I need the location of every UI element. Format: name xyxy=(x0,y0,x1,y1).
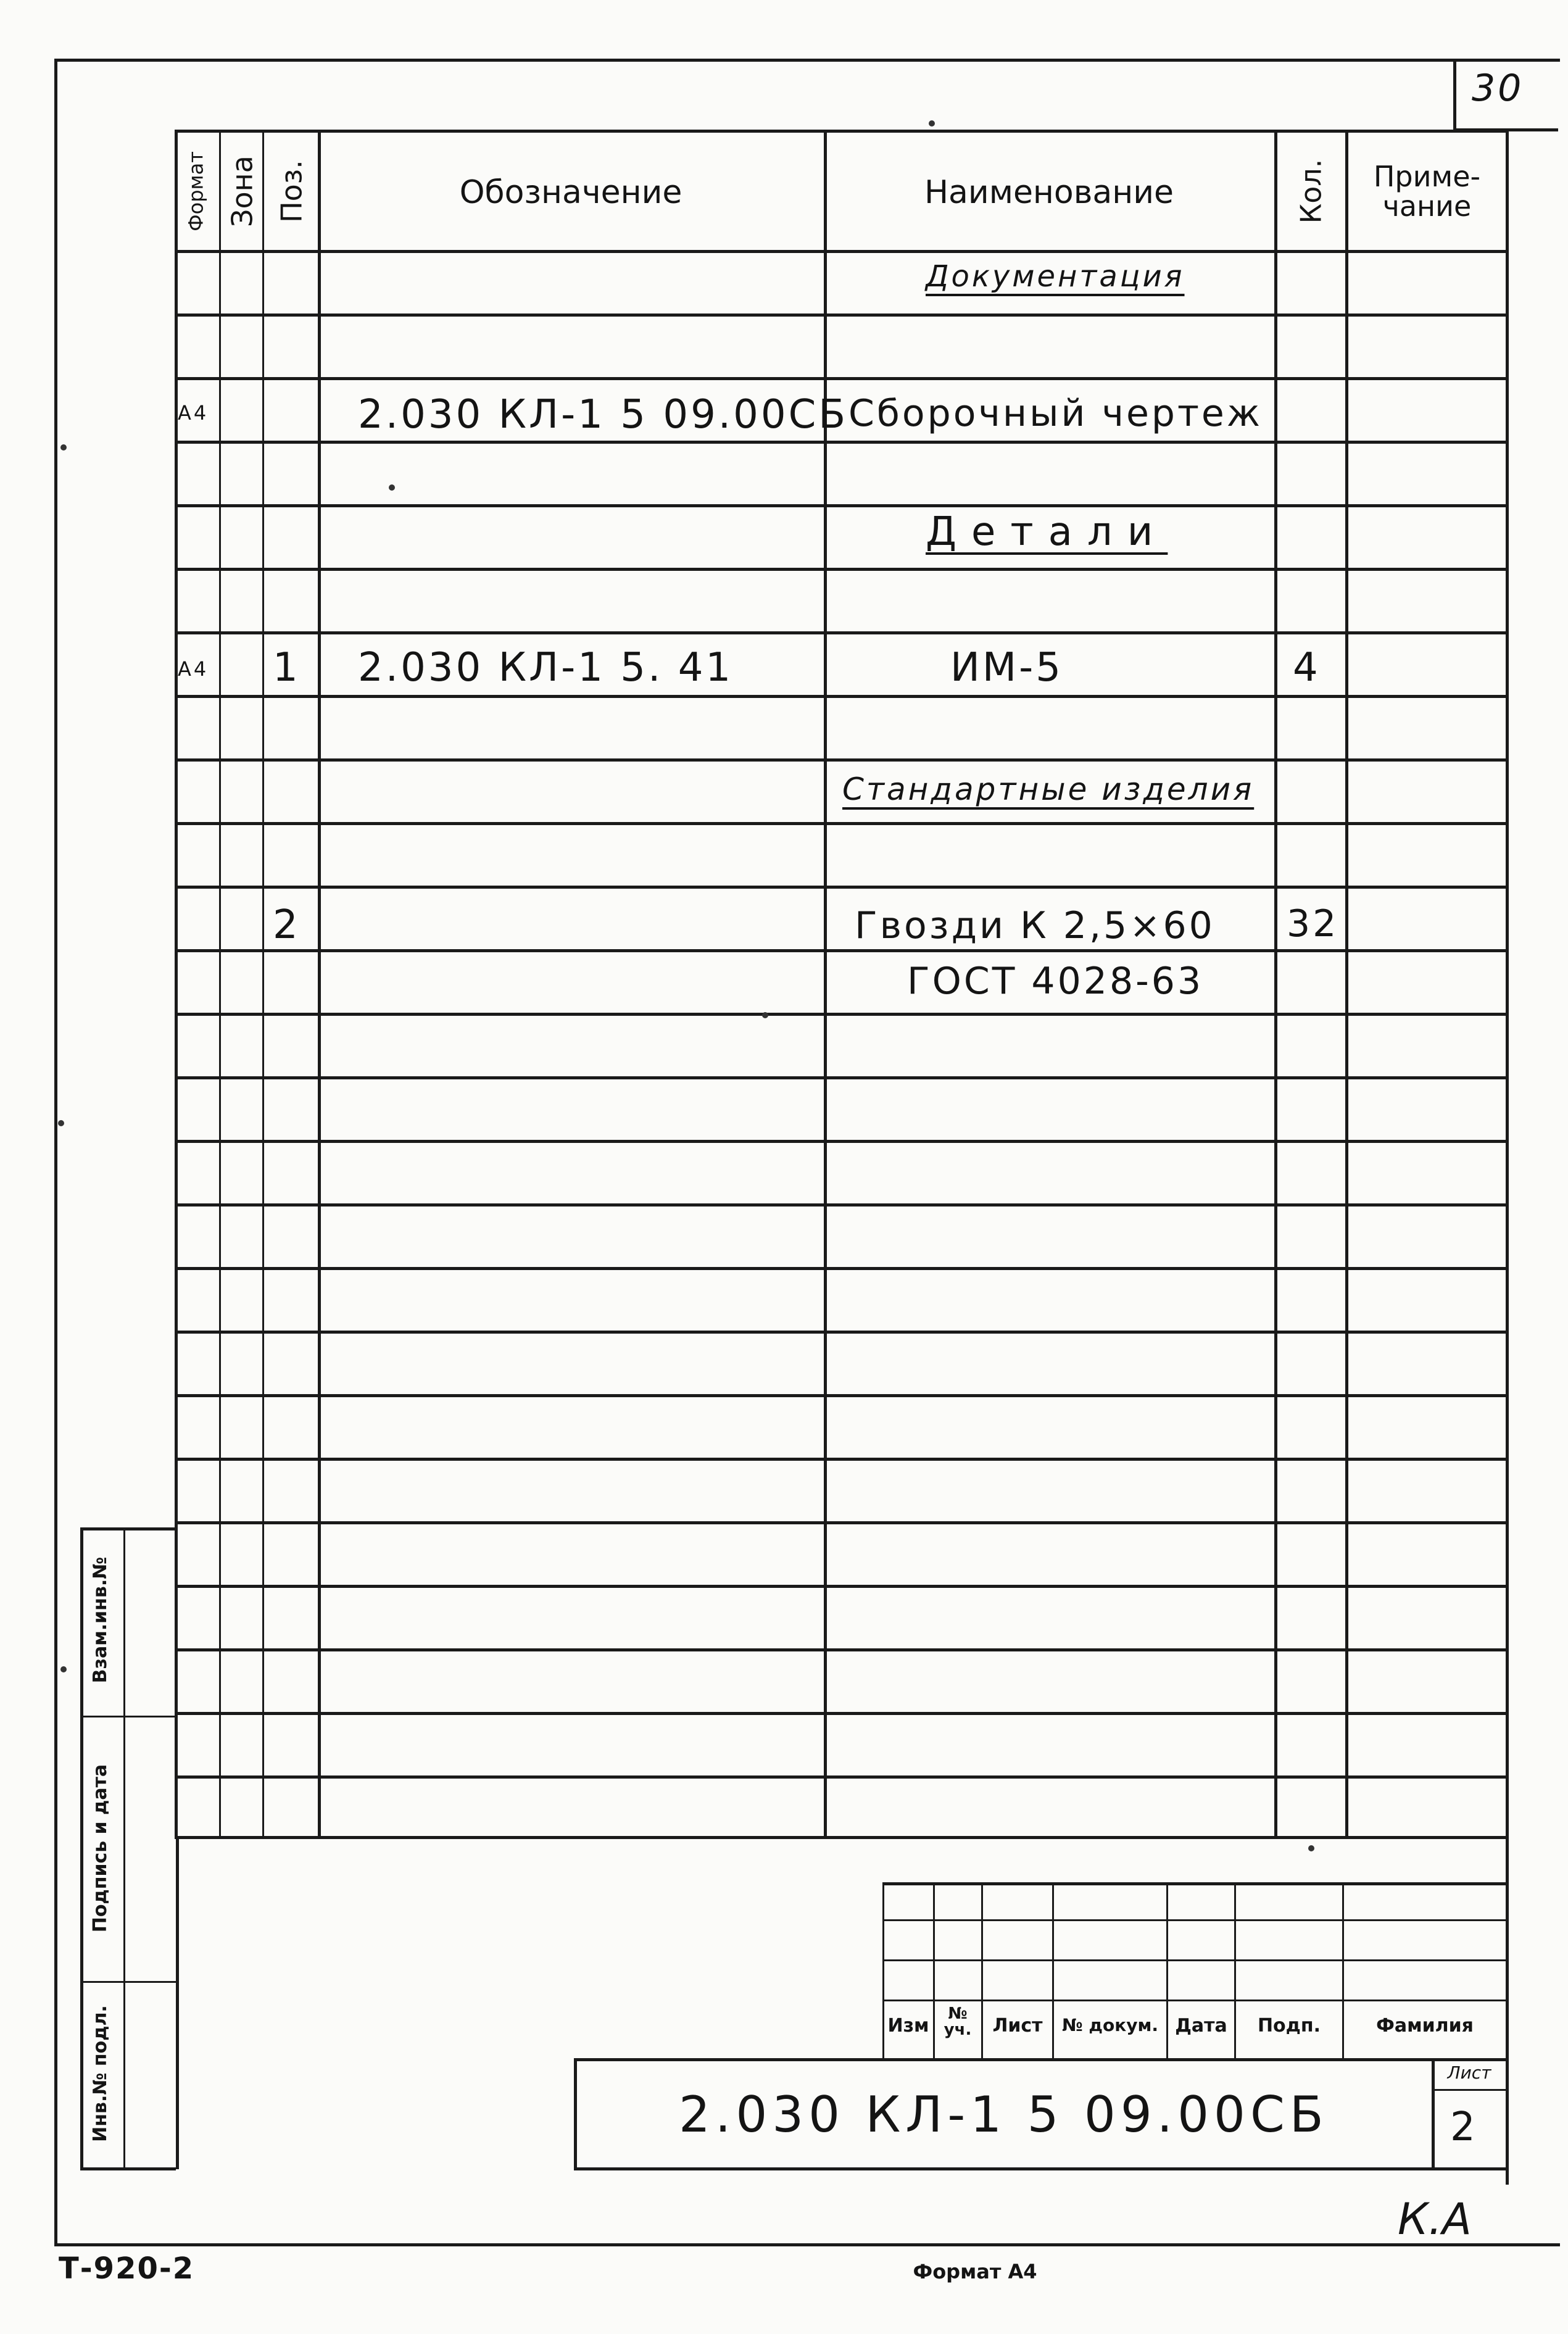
tb-row-3 xyxy=(882,2000,1506,2001)
table-row-line xyxy=(175,1775,1508,1779)
header-zone: Зона xyxy=(225,156,259,227)
table-row-line xyxy=(175,377,1508,380)
col-line-pos xyxy=(262,130,264,1839)
table-row-line xyxy=(175,949,1508,952)
header-name: Наименование xyxy=(924,174,1174,211)
speck xyxy=(389,484,395,491)
tb-label-n-dokum: № докум. xyxy=(1061,2015,1159,2035)
table-row-line xyxy=(175,1203,1508,1206)
header-pos: Поз. xyxy=(275,160,309,223)
tb-main-bottom xyxy=(574,2167,1506,2170)
tb-label-izm: Изм xyxy=(887,2015,929,2037)
table-bottom xyxy=(175,1836,1508,1839)
frame-top xyxy=(54,59,1560,62)
section-documentation: Документация xyxy=(926,259,1185,294)
header-qty: Кол. xyxy=(1294,159,1328,224)
side-sign-date: Подпись и дата xyxy=(89,1764,111,1933)
tb-label-surname: Фамилия xyxy=(1376,2015,1474,2037)
tb-labels-bottom xyxy=(574,2058,1506,2061)
col-line-note xyxy=(1345,130,1348,1839)
tb-sheet-number: 2 xyxy=(1450,2104,1478,2150)
tb-sheet-label: Лист xyxy=(1447,2062,1491,2083)
doc-format: А4 xyxy=(178,401,209,425)
part-name: ИМ-5 xyxy=(950,645,1063,691)
col-line-qty xyxy=(1274,130,1277,1839)
speck xyxy=(1308,1845,1314,1851)
tb-sheet-divider xyxy=(1432,2089,1506,2091)
section-parts: Детали xyxy=(926,509,1168,555)
table-row-line xyxy=(175,1013,1508,1016)
frame-left xyxy=(54,59,57,2243)
tb-top xyxy=(882,1882,1506,1885)
speck xyxy=(60,1666,67,1672)
section-standard-items: Стандартные изделия xyxy=(842,771,1255,807)
header-bottom xyxy=(175,250,1508,253)
table-row-line xyxy=(175,758,1508,762)
table-row-line xyxy=(175,504,1508,507)
part-qty: 4 xyxy=(1293,645,1321,691)
table-row-line xyxy=(175,695,1508,698)
table-row-line xyxy=(175,1331,1508,1334)
side-stamp-middle xyxy=(123,1527,125,2169)
table-row-line xyxy=(175,1585,1508,1588)
col-line-format-left xyxy=(175,130,178,1839)
table-row-line xyxy=(175,1140,1508,1143)
table-row-line xyxy=(175,1458,1508,1461)
footer-code: Т-920-2 xyxy=(59,2251,195,2286)
speck xyxy=(60,444,67,451)
side-stamp-div-2 xyxy=(80,1981,176,1983)
speck xyxy=(762,1012,768,1018)
side-stamp-div-1 xyxy=(80,1716,176,1717)
table-row-line xyxy=(175,1394,1508,1397)
table-row-line xyxy=(175,631,1508,634)
table-row-line xyxy=(175,1521,1508,1524)
side-inv-orig: Инв.№ подл. xyxy=(89,2005,111,2142)
doc-designation: 2.030 КЛ-1 5 09.00СБ xyxy=(358,392,848,438)
frame-right xyxy=(1506,130,1509,2185)
table-row-line xyxy=(175,1648,1508,1651)
speck xyxy=(58,1120,64,1126)
side-stamp-bottom xyxy=(80,2167,176,2170)
side-stamp-top xyxy=(80,1527,176,1530)
part-designation: 2.030 КЛ-1 5. 41 xyxy=(358,645,734,691)
table-top xyxy=(175,130,1508,133)
std-pos: 2 xyxy=(273,902,301,948)
doc-name: Сборочный чертеж xyxy=(848,392,1263,435)
table-row-line xyxy=(175,441,1508,444)
tb-label-n-uch: № уч. xyxy=(944,2004,972,2039)
tb-designation: 2.030 КЛ-1 5 09.00СБ xyxy=(679,2086,1329,2143)
header-format: Формат xyxy=(184,151,208,231)
table-row-line xyxy=(175,314,1508,317)
side-stamp-right xyxy=(176,1836,179,2169)
page-number-box-left xyxy=(1453,59,1456,131)
page-number: 30 xyxy=(1472,67,1524,110)
part-pos: 1 xyxy=(273,645,301,691)
speck xyxy=(929,120,935,127)
header-designation: Обозначение xyxy=(459,174,682,211)
footer-initials: К.А xyxy=(1398,2194,1472,2245)
table-row-line xyxy=(175,1076,1508,1079)
table-row-line xyxy=(175,1267,1508,1270)
part-format: А4 xyxy=(178,657,209,681)
tb-row-2 xyxy=(882,1959,1506,1961)
frame-bottom xyxy=(54,2243,1560,2246)
col-line-zone xyxy=(219,130,221,1839)
std-name-line-2: ГОСТ 4028-63 xyxy=(907,960,1204,1003)
table-row-line xyxy=(175,886,1508,889)
tb-label-date: Дата xyxy=(1175,2015,1227,2037)
std-qty: 32 xyxy=(1287,902,1339,945)
col-line-name xyxy=(824,130,827,1839)
tb-label-podp: Подп. xyxy=(1257,2015,1321,2037)
col-line-designation xyxy=(318,130,321,1839)
table-row-line xyxy=(175,822,1508,825)
side-stamp-left xyxy=(80,1527,83,2169)
std-name-line-1: Гвозди К 2,5×60 xyxy=(855,904,1215,947)
tb-label-list: Лист xyxy=(992,2015,1043,2037)
tb-main-left xyxy=(574,2058,577,2169)
side-replace-inv: Взам.инв.№ xyxy=(89,1556,111,1684)
table-row-line xyxy=(175,1712,1508,1715)
table-row-line xyxy=(175,568,1508,571)
tb-row-1 xyxy=(882,1919,1506,1921)
footer-format: Формат А4 xyxy=(913,2260,1037,2283)
header-note: Приме- чание xyxy=(1373,160,1481,223)
